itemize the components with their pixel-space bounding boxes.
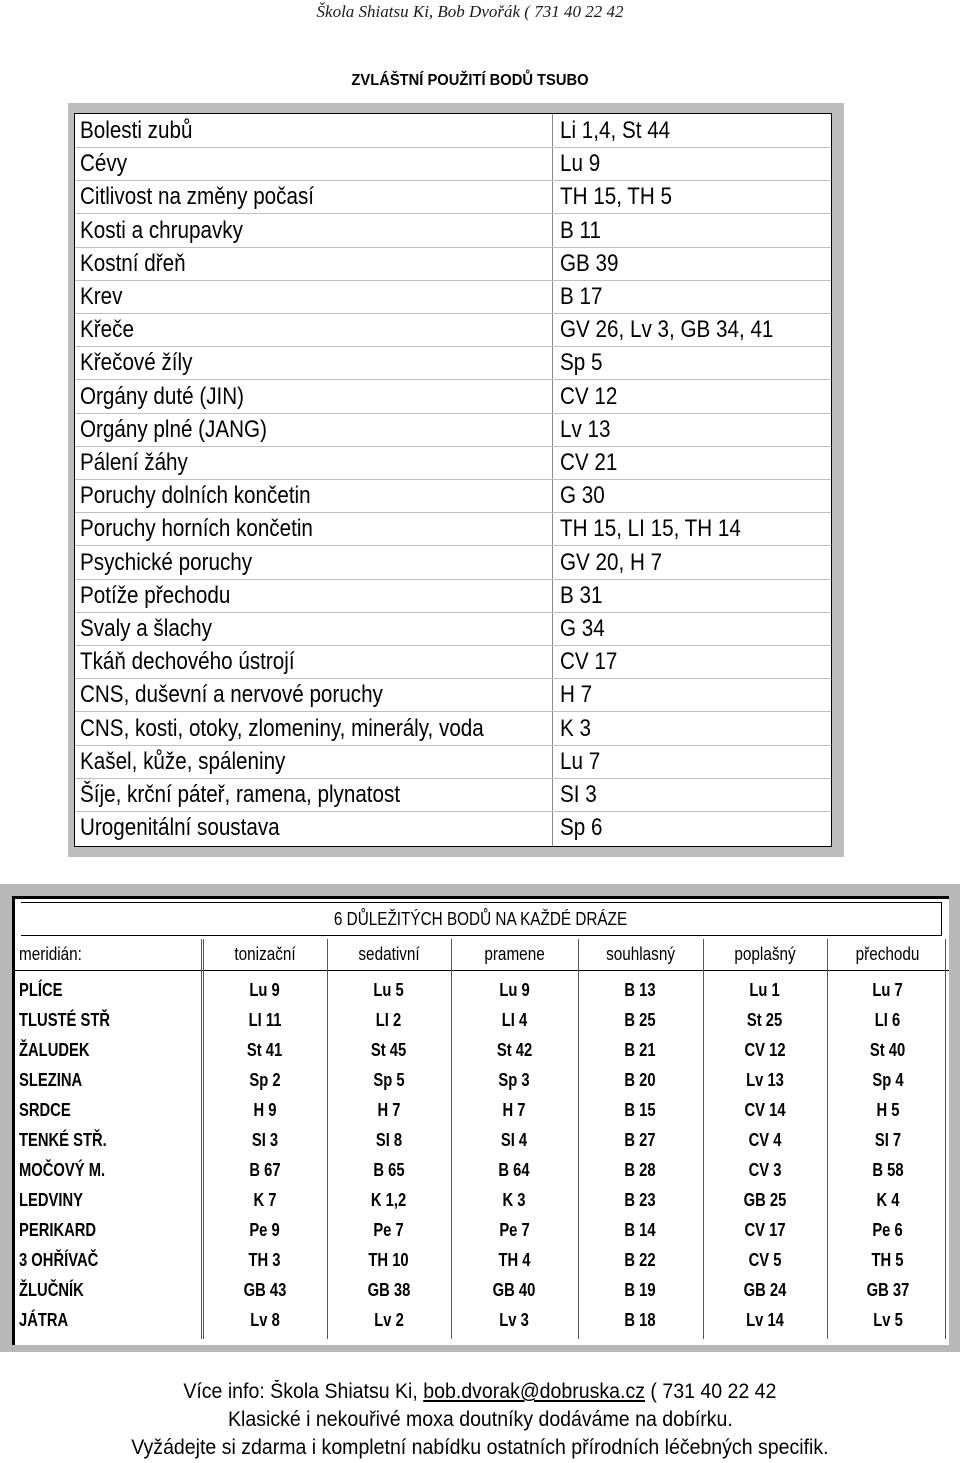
use-row xyxy=(75,147,831,181)
point-cell: St 45 xyxy=(371,1040,407,1060)
use-points: TH 15, LI 15, TH 14 xyxy=(560,515,741,543)
point-cell: SI 7 xyxy=(874,1130,902,1150)
use-row xyxy=(75,247,831,281)
meridian-name: ŽALUDEK xyxy=(19,1040,90,1060)
use-name: Orgány duté (JIN) xyxy=(80,382,245,410)
footer-moxa: Klasické i nekouřivé moxa doutníky dodáváme na dobírku. xyxy=(227,1408,733,1431)
use-row xyxy=(75,346,831,380)
use-name: Kosti a chrupavky xyxy=(80,216,243,244)
meridian-row xyxy=(15,1245,949,1275)
point-cell: H 9 xyxy=(253,1100,277,1120)
use-name: Poruchy dolních končetin xyxy=(80,482,311,510)
meridian-row xyxy=(15,975,949,1005)
email-link[interactable]: bob.dvorak@dobruska.cz xyxy=(423,1380,646,1403)
use-name: Citlivost na změny počasí xyxy=(80,183,315,211)
use-row xyxy=(75,778,831,812)
point-cell: B 64 xyxy=(498,1160,531,1180)
use-name: Orgány plné (JANG) xyxy=(80,415,267,443)
use-row xyxy=(75,612,831,646)
use-name: Křeče xyxy=(80,316,134,344)
meridian-name: PLÍCE xyxy=(19,980,63,1000)
page-header: Škola Shiatsu Ki, Bob Dvořák ( 731 40 22 42 xyxy=(316,2,624,21)
use-row xyxy=(75,446,831,480)
point-cell: H 7 xyxy=(503,1100,526,1120)
meridian-row xyxy=(15,1125,949,1155)
use-points: GV 26, Lv 3, GB 34, 41 xyxy=(560,316,774,344)
point-cell: H 7 xyxy=(377,1100,401,1120)
point-cell: Lu 1 xyxy=(749,980,781,1000)
use-points: GV 20, H 7 xyxy=(560,548,663,576)
use-name: Kostní dřeň xyxy=(80,249,186,277)
point-cell: Lv 3 xyxy=(499,1310,530,1330)
point-cell: SI 8 xyxy=(375,1130,403,1150)
point-cell: Sp 3 xyxy=(498,1070,531,1090)
point-cell: B 23 xyxy=(624,1190,657,1210)
use-row xyxy=(75,546,831,580)
use-name: Tkáň dechového ústrojí xyxy=(80,648,295,676)
meridian-row xyxy=(15,1035,949,1065)
point-cell: K 3 xyxy=(503,1190,526,1210)
use-points: Lu 7 xyxy=(560,747,601,775)
meridian-row xyxy=(15,1185,949,1215)
use-points: B 11 xyxy=(560,216,601,244)
point-cell: CV 5 xyxy=(748,1250,782,1270)
meridian-name: PERIKARD xyxy=(19,1220,97,1240)
point-cell: SI 3 xyxy=(251,1130,279,1150)
point-cell: CV 12 xyxy=(744,1040,786,1060)
point-cell: LI 4 xyxy=(501,1010,528,1030)
meridian-table-header xyxy=(15,938,949,971)
use-points: SI 3 xyxy=(560,781,597,808)
point-cell: Lv 2 xyxy=(374,1310,404,1330)
point-cell: B 67 xyxy=(249,1160,281,1180)
point-cell: Pe 9 xyxy=(249,1220,281,1240)
point-cell: St 42 xyxy=(496,1040,533,1060)
meridian-name: JÁTRA xyxy=(19,1310,69,1330)
use-points: G 30 xyxy=(560,482,605,510)
point-cell: Lu 9 xyxy=(499,980,530,1000)
meridian-name: SRDCE xyxy=(19,1100,71,1120)
point-cell: GB 37 xyxy=(866,1280,910,1300)
point-cell: Pe 6 xyxy=(872,1220,904,1240)
point-cell: LI 2 xyxy=(376,1010,402,1030)
point-cell: CV 4 xyxy=(748,1130,782,1150)
point-cell: TH 3 xyxy=(248,1250,281,1270)
point-cell: B 28 xyxy=(624,1160,657,1180)
point-cell: LI 6 xyxy=(875,1010,901,1030)
use-points: Li 1,4, St 44 xyxy=(560,117,671,144)
point-cell: B 18 xyxy=(624,1310,657,1330)
column-header: poplašný xyxy=(734,944,796,964)
point-cell: B 22 xyxy=(624,1250,657,1270)
column-header: sedativní xyxy=(358,944,420,964)
point-cell: B 58 xyxy=(872,1160,904,1180)
use-row xyxy=(75,712,831,746)
point-cell: B 27 xyxy=(624,1130,657,1150)
use-points: GB 39 xyxy=(560,249,619,277)
use-points: B 17 xyxy=(560,283,603,310)
point-cell: St 25 xyxy=(747,1010,783,1030)
point-cell: B 19 xyxy=(624,1280,657,1300)
point-cell: GB 24 xyxy=(743,1280,787,1300)
point-cell: B 20 xyxy=(624,1070,657,1090)
point-cell: GB 25 xyxy=(743,1190,787,1210)
use-name: Urogenitální soustava xyxy=(80,814,280,842)
point-cell: TH 5 xyxy=(871,1250,904,1270)
meridian-name: 3 OHŘÍVAČ xyxy=(19,1250,99,1270)
point-cell: LI 11 xyxy=(248,1010,282,1030)
use-points: K 3 xyxy=(560,714,591,742)
column-header: tonizační xyxy=(234,944,296,964)
use-name: CNS, kosti, otoky, zlomeniny, minerály, voda xyxy=(80,714,484,742)
column-header: přechodu xyxy=(856,944,920,964)
use-row xyxy=(75,313,831,347)
point-cell: Sp 5 xyxy=(373,1070,405,1090)
use-points: Lu 9 xyxy=(560,150,601,178)
use-name: Šíje, krční páteř, ramena, plynatost xyxy=(80,781,401,808)
point-cell: B 14 xyxy=(624,1220,657,1240)
point-cell: K 1,2 xyxy=(371,1190,407,1210)
meridian-row xyxy=(15,1005,949,1035)
point-cell: GB 40 xyxy=(493,1280,536,1300)
point-cell: CV 17 xyxy=(744,1220,786,1240)
use-name: Svaly a šlachy xyxy=(80,615,212,642)
point-cell: GB 43 xyxy=(243,1280,287,1300)
point-cell: B 65 xyxy=(373,1160,405,1180)
use-name: Pálení žáhy xyxy=(80,449,188,476)
use-row xyxy=(75,678,831,712)
grid-line xyxy=(945,939,946,1339)
point-cell: Lu 9 xyxy=(249,980,281,1000)
use-row xyxy=(75,114,831,148)
use-row xyxy=(75,380,831,414)
grid-line xyxy=(327,939,328,1339)
meridian-name: TLUSTÉ STŘ xyxy=(19,1010,111,1030)
point-cell: H 5 xyxy=(876,1100,900,1120)
use-points: B 31 xyxy=(560,581,603,609)
use-row xyxy=(75,413,831,447)
column-header: meridián: xyxy=(19,944,82,964)
use-name: Cévy xyxy=(80,150,128,178)
point-cell: Pe 7 xyxy=(373,1220,405,1240)
use-row xyxy=(75,512,831,546)
point-cell: Lu 7 xyxy=(872,980,904,1000)
point-cell: TH 10 xyxy=(368,1250,410,1270)
point-cell: Sp 4 xyxy=(872,1070,904,1090)
point-cell: CV 3 xyxy=(748,1160,782,1180)
use-points: TH 15, TH 5 xyxy=(560,183,673,211)
point-cell: Pe 7 xyxy=(499,1220,530,1240)
use-points: Sp 5 xyxy=(560,349,603,377)
point-cell: Lu 5 xyxy=(373,980,405,1000)
use-row xyxy=(75,745,831,779)
footer-offer: Vyžádejte si zdarma i kompletní nabídku ostatních přírodních léčebných specifik. xyxy=(131,1436,829,1459)
use-points: Lv 13 xyxy=(560,415,611,443)
use-row xyxy=(75,214,831,248)
use-name: Bolesti zubů xyxy=(80,117,193,144)
point-cell: Lv 5 xyxy=(873,1310,903,1330)
use-row xyxy=(75,811,831,844)
point-cell: CV 14 xyxy=(744,1100,786,1120)
point-cell: St 41 xyxy=(247,1040,283,1060)
point-cell: B 15 xyxy=(624,1100,657,1120)
meridian-row xyxy=(15,1065,949,1095)
meridian-points-table xyxy=(12,896,949,1345)
meridian-name: LEDVINY xyxy=(19,1190,83,1210)
point-cell: TH 4 xyxy=(498,1250,531,1270)
meridian-name: ŽLUČNÍK xyxy=(19,1280,84,1300)
special-uses-table xyxy=(74,113,832,847)
column-header: souhlasný xyxy=(606,944,675,964)
grid-line xyxy=(451,939,452,1339)
point-cell: Lv 14 xyxy=(746,1310,784,1330)
meridian-row xyxy=(15,1095,949,1125)
grid-line xyxy=(203,939,204,1339)
meridian-row xyxy=(15,1215,949,1245)
use-name: Křečové žíly xyxy=(80,349,193,377)
point-cell: K 4 xyxy=(876,1190,900,1210)
use-name: Kašel, kůže, spáleniny xyxy=(80,747,286,775)
use-points: Sp 6 xyxy=(560,814,603,842)
use-name: CNS, duševní a nervové poruchy xyxy=(80,681,383,709)
use-name: Krev xyxy=(80,283,123,310)
meridian-row xyxy=(15,1155,949,1185)
use-row xyxy=(75,645,831,679)
meridian-name: TENKÉ STŘ. xyxy=(19,1130,107,1150)
meridian-name: SLEZINA xyxy=(19,1070,83,1090)
grid-line xyxy=(578,939,579,1339)
column-header: pramene xyxy=(484,944,545,964)
use-points: CV 12 xyxy=(560,382,618,410)
grid-line xyxy=(201,939,202,1339)
page-title: ZVLÁŠTNÍ POUŽITÍ BODŮ TSUBO xyxy=(351,72,589,89)
use-row xyxy=(75,479,831,513)
point-cell: B 25 xyxy=(624,1010,657,1030)
meridian-row xyxy=(15,1305,949,1335)
meridian-name: MOČOVÝ M. xyxy=(19,1160,106,1180)
point-cell: Sp 2 xyxy=(249,1070,281,1090)
use-points: H 7 xyxy=(560,681,593,709)
point-cell: Lv 8 xyxy=(250,1310,280,1330)
footer-contact: Více info: Škola Shiatsu Ki, bob.dvorak@dobruska.cz ( 731 40 22 42 xyxy=(183,1380,777,1403)
use-name: Potíže přechodu xyxy=(80,581,231,609)
grid-line xyxy=(827,939,828,1339)
grid-line xyxy=(703,939,704,1339)
meridian-row xyxy=(15,1275,949,1305)
use-points: CV 21 xyxy=(560,449,618,476)
point-cell: SI 4 xyxy=(501,1130,528,1150)
point-cell: B 21 xyxy=(624,1040,657,1060)
point-cell: B 13 xyxy=(624,980,657,1000)
use-row xyxy=(75,579,831,613)
use-row xyxy=(75,280,831,314)
use-name: Poruchy horních končetin xyxy=(80,515,313,543)
point-cell: K 7 xyxy=(253,1190,277,1210)
use-row xyxy=(75,180,831,214)
use-name: Psychické poruchy xyxy=(80,548,253,576)
use-points: CV 17 xyxy=(560,648,618,676)
point-cell: Lv 13 xyxy=(746,1070,784,1090)
point-cell: GB 38 xyxy=(367,1280,411,1300)
point-cell: St 40 xyxy=(870,1040,906,1060)
meridian-table-title: 6 DŮLEŽITÝCH BODŮ NA KAŽDÉ DRÁZE xyxy=(21,902,942,936)
use-points: G 34 xyxy=(560,615,605,642)
